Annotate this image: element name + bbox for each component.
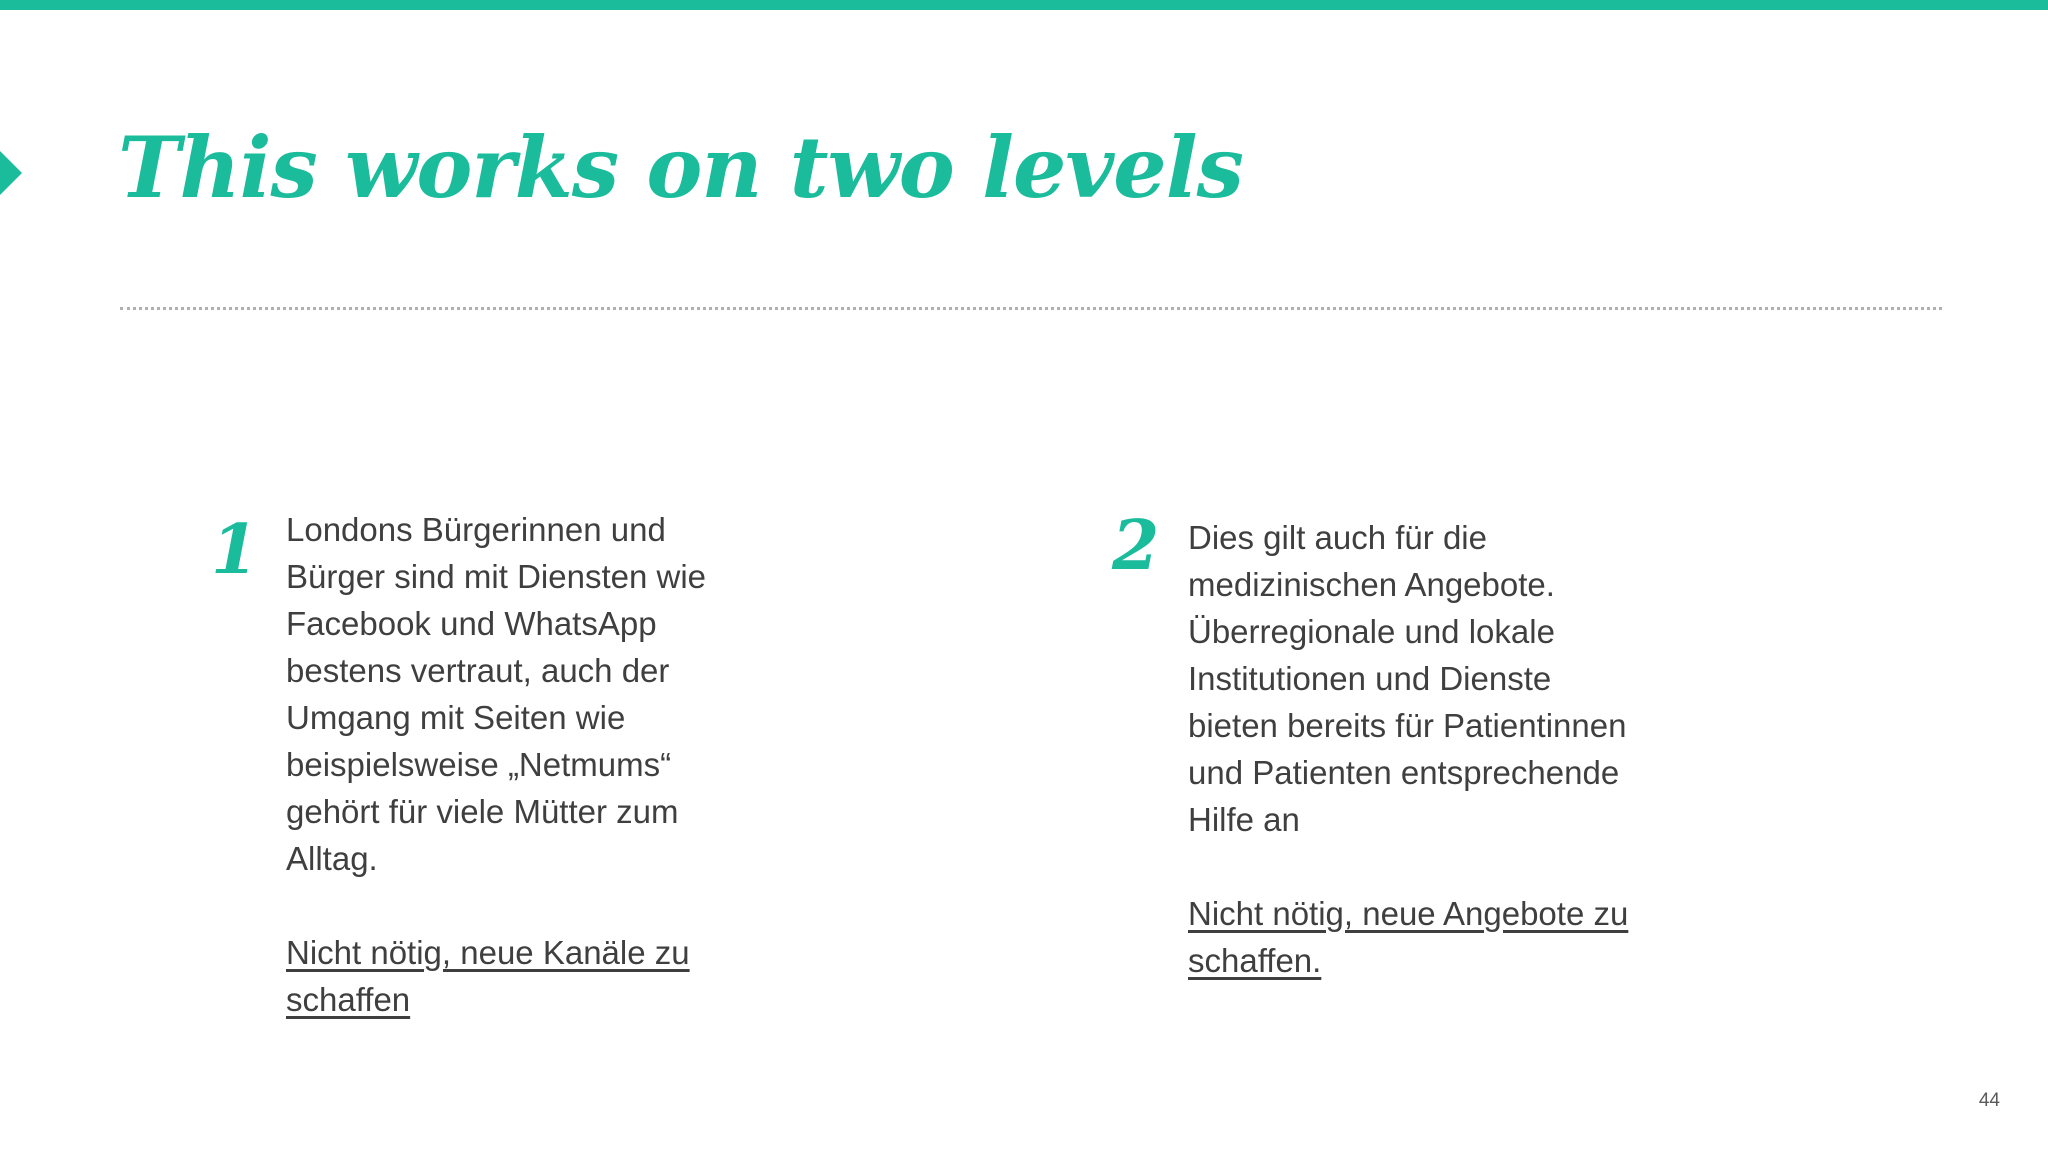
point-2-conclusion-link[interactable] (1188, 937, 1668, 984)
slide-marker-arrow (0, 151, 22, 195)
point-1-conclusion-link[interactable] (286, 929, 766, 976)
point-2-conclusion-link[interactable] (1188, 890, 1668, 937)
point-2-conclusion-line[interactable]: Nicht nötig, neue Angebote zu (1188, 895, 1629, 932)
point-2-line: Hilfe an (1188, 801, 1300, 838)
point-2-conclusion-line[interactable]: schaffen. (1188, 942, 1322, 979)
slide-title: This works on two levels (118, 118, 1243, 217)
point-2-line: und Patienten entsprechende (1188, 754, 1620, 791)
point-1-line: bestens vertraut, auch der (286, 652, 670, 689)
point-1-line: beispielsweise „Netmums“ (286, 746, 672, 783)
dotted-divider (120, 307, 1942, 310)
point-1-conclusion-line[interactable]: schaffen (286, 981, 411, 1018)
page-number: 44 (1978, 1090, 2000, 1111)
point-2-line: Dies gilt auch für die (1188, 519, 1487, 556)
point-1-conclusion-line[interactable]: Nicht nötig, neue Kanäle zu (286, 934, 690, 971)
point-2-line: bieten bereits für Patientinnen (1188, 707, 1627, 744)
point-1-conclusion-link[interactable] (286, 976, 766, 1023)
point-1-line: Londons Bürgerinnen und (286, 511, 666, 548)
point-number-1: 1 (211, 510, 259, 590)
point-number-2: 2 (1112, 506, 1160, 586)
point-1-line: gehört für viele Mütter zum (286, 793, 679, 830)
point-text-1 (286, 506, 766, 1023)
top-accent-bar (0, 0, 2048, 10)
point-1-line: Umgang mit Seiten wie (286, 699, 626, 736)
paragraph-gap (1188, 843, 1668, 890)
point-text-2 (1188, 514, 1668, 984)
point-1-line: Alltag. (286, 840, 378, 877)
point-1-line: Bürger sind mit Diensten wie (286, 558, 707, 595)
paragraph-gap (286, 882, 766, 929)
point-2-line: medizinischen Angebote. (1188, 566, 1555, 603)
point-2-line: Überregionale und lokale (1188, 613, 1555, 650)
point-2-line: Institutionen und Dienste (1188, 660, 1552, 697)
point-1-line: Facebook und WhatsApp (286, 605, 657, 642)
